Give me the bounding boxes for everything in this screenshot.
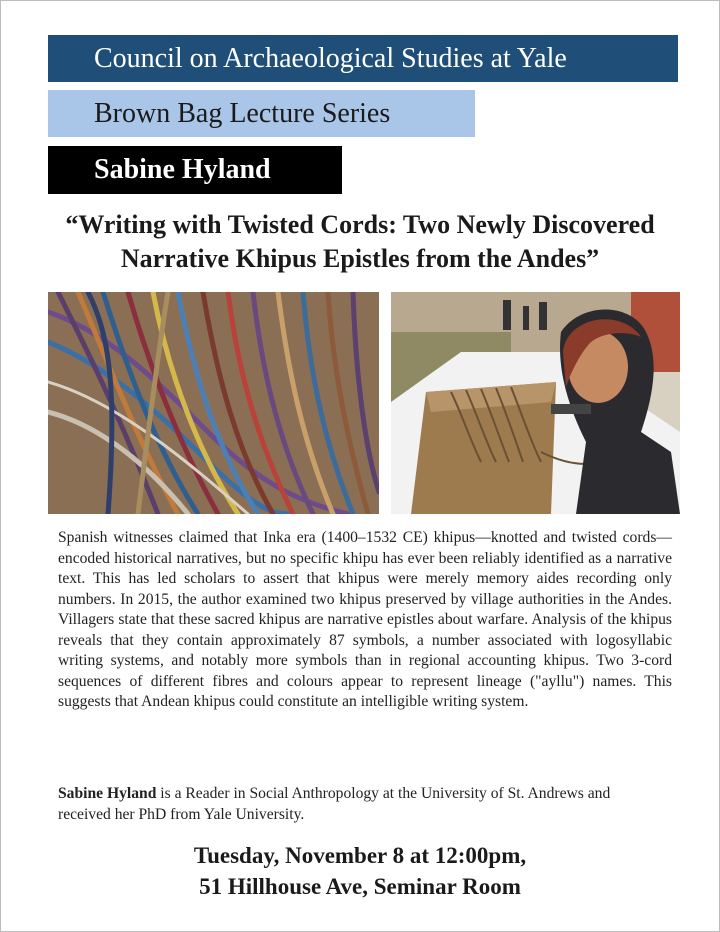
event-location: 51 Hillhouse Ave, Seminar Room: [199, 874, 521, 899]
organization-banner: [48, 35, 678, 82]
series-banner: [48, 90, 475, 137]
event-details: [20, 840, 700, 902]
talk-title: [20, 208, 700, 276]
speaker-name: Sabine Hyland: [94, 154, 271, 185]
speaker-banner: [48, 146, 342, 194]
event-date-time: Tuesday, November 8 at 12:00pm,: [193, 843, 527, 868]
researcher-image: [391, 292, 680, 514]
series-name: Brown Bag Lecture Series: [94, 97, 391, 129]
talk-title-line2: Narrative Khipus Epistles from the Andes”: [120, 244, 600, 273]
organization-name: Council on Archaeological Studies at Yale: [94, 42, 567, 74]
khipu-cords-photo: [48, 292, 379, 514]
khipu-cords-image: [48, 292, 379, 514]
researcher-photo: [391, 292, 680, 514]
speaker-bio: [58, 784, 618, 825]
bio-speaker-name: Sabine Hyland: [58, 785, 157, 802]
talk-title-line1: “Writing with Twisted Cords: Two Newly Discovered: [65, 210, 655, 239]
abstract-paragraph: Spanish witnesses claimed that Inka era (1400–1532 CE) khipus—knotted and twisted cords—encoded historical narratives, but no specific khipu has ever been reliably identified as a narrative text. This has led scholars to assert that khipus were merely memory aides recording only numbers. In 2015, the author examined two khipus preserved by village authorities in the Andes. Villagers state that these sacred khipus are narrative epistles about warfare. Analysis of the khipus reveals that they contain approximately 87 symbols, a number associated with logosyllabic writing systems, and notably more symbols than in regional accounting khipus. Two 3-cord sequences of different fibres and colours appear to represent lineage ("ayllu") names. This suggests that Andean khipus could constitute an intelligible writing system.: [58, 529, 672, 710]
bio-text: is a Reader in Social Anthropology at the University of St. Andrews and received her PhD from Yale University.: [58, 785, 611, 823]
